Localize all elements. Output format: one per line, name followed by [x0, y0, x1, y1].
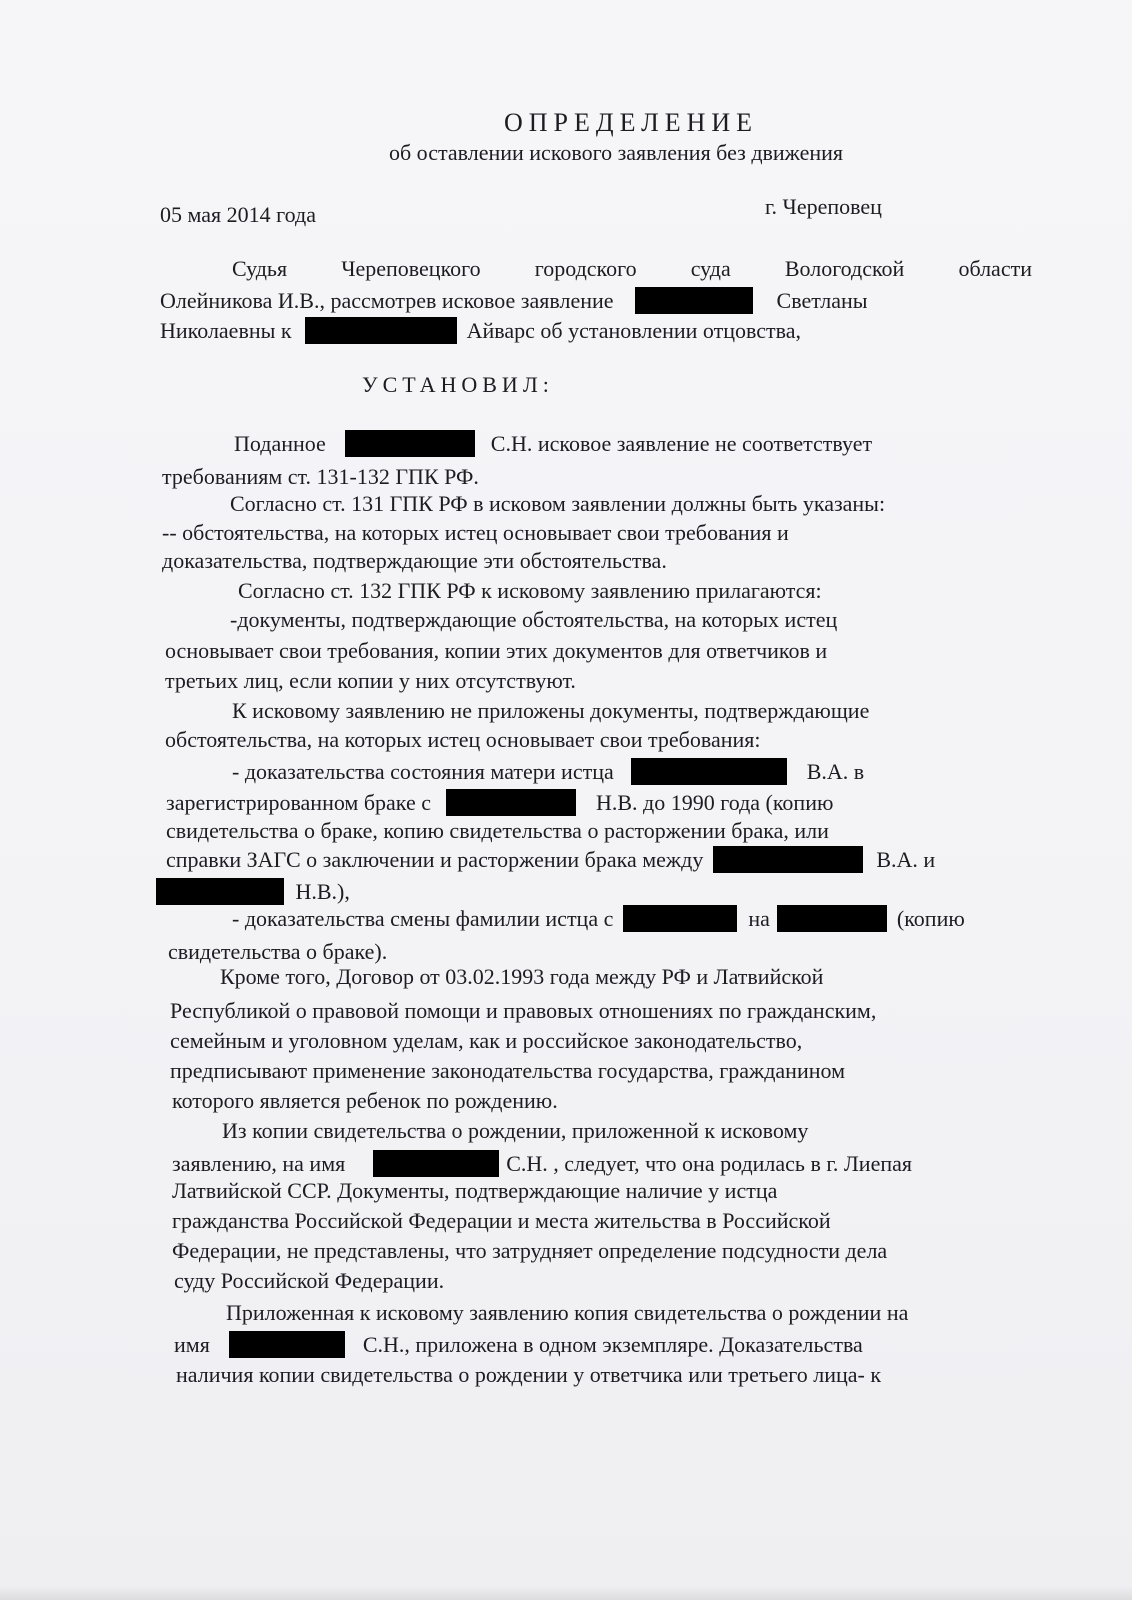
body-line: Поданное С.Н. исковое заявление не соответствует — [234, 431, 873, 456]
document-date: 05 мая 2014 года — [160, 202, 316, 227]
body-line: третьих лиц, если копии у них отсутствуют. — [165, 668, 576, 693]
body-line: обстоятельства, на которых истец основывает свои требования: — [165, 727, 761, 752]
redaction-block — [345, 430, 475, 457]
body-line: свидетельства о браке, копию свидетельства о расторжении брака, или — [166, 818, 829, 843]
body-line: имя С.Н., приложена в одном экземпляре. Доказательства — [174, 1332, 863, 1357]
intro-line-3: Николаевны к Айварс об установлении отцовства, — [160, 318, 802, 343]
body-line: Согласно ст. 132 ГПК РФ к исковому заявлению прилагаются: — [238, 578, 822, 603]
body-line: - доказательства смены фамилии истца с на (копию — [232, 906, 965, 931]
body-line: Кроме того, Договор от 03.02.1993 года между РФ и Латвийской — [220, 964, 824, 989]
redaction-block — [305, 317, 457, 344]
body-line: Согласно ст. 131 ГПК РФ в исковом заявлении должны быть указаны: — [230, 491, 886, 516]
intro-line-2: Олейникова И.В., рассмотрев исковое заявление Светланы — [160, 288, 868, 313]
body-line: К исковому заявлению не приложены документы, подтверждающие — [232, 698, 870, 723]
redaction-block — [623, 905, 737, 932]
body-line: требованиям ст. 131-132 ГПК РФ. — [162, 464, 479, 489]
redaction-block — [156, 878, 284, 905]
body-line: основывает свои требования, копии этих документов для ответчиков и — [165, 638, 828, 663]
body-line: Приложенная к исковому заявлению копия свидетельства о рождении на — [226, 1300, 909, 1325]
redaction-block — [373, 1150, 499, 1177]
body-line: справки ЗАГС о заключении и расторжении брака между В.А. и — [166, 847, 936, 872]
intro-line-1: Судья Череповецкого городского суда Вологодской области — [232, 256, 1032, 281]
body-line: -- обстоятельства, на которых истец основывает свои требования и — [162, 520, 789, 545]
body-line: -документы, подтверждающие обстоятельства, на которых истец — [230, 607, 838, 632]
body-line: гражданства Российской Федерации и места жительства в Российской — [172, 1208, 831, 1233]
body-line: Республикой о правовой помощи и правовых отношениях по гражданским, — [170, 998, 877, 1023]
document-title: ОПРЕДЕЛЕНИЕ — [503, 108, 759, 137]
document-subtitle: об оставлении искового заявления без движения — [388, 140, 844, 165]
body-line: заявлению, на имя С.Н. , следует, что она родилась в г. Лиепая — [172, 1151, 913, 1176]
body-line: предписывают применение законодательства государства, гражданином — [170, 1058, 846, 1083]
body-line: свидетельства о браке). — [168, 939, 388, 964]
scan-edge-shadow — [0, 1586, 1132, 1600]
document-city: г. Череповец — [765, 194, 882, 219]
redaction-block — [777, 905, 887, 932]
redaction-block — [635, 287, 753, 314]
redaction-block — [631, 758, 787, 785]
body-line: которого является ребенок по рождению. — [172, 1088, 558, 1113]
section-heading: УСТАНОВИЛ: — [362, 372, 554, 397]
body-line: семейным и уголовном уделам, как и российское законодательство, — [170, 1028, 803, 1053]
body-line: доказательства, подтверждающие эти обстоятельства. — [162, 548, 667, 573]
redaction-block — [229, 1331, 345, 1358]
body-line: наличия копии свидетельства о рождении у ответчика или третьего лица- к — [176, 1362, 882, 1387]
body-line: зарегистрированном браке с Н.В. до 1990 года (копию — [166, 790, 834, 815]
body-line: суду Российской Федерации. — [174, 1268, 445, 1293]
body-line: Из копии свидетельства о рождении, приложенной к исковому — [222, 1118, 809, 1143]
body-line: - доказательства состояния матери истца В.А. в — [232, 759, 865, 784]
redaction-block — [446, 789, 576, 816]
body-line: Н.В.), — [156, 878, 350, 905]
body-line: Федерации, не представлены, что затрудняет определение подсудности дела — [172, 1238, 888, 1263]
redaction-block — [713, 846, 863, 873]
body-line: Латвийской ССР. Документы, подтверждающие наличие у истца — [172, 1178, 778, 1203]
